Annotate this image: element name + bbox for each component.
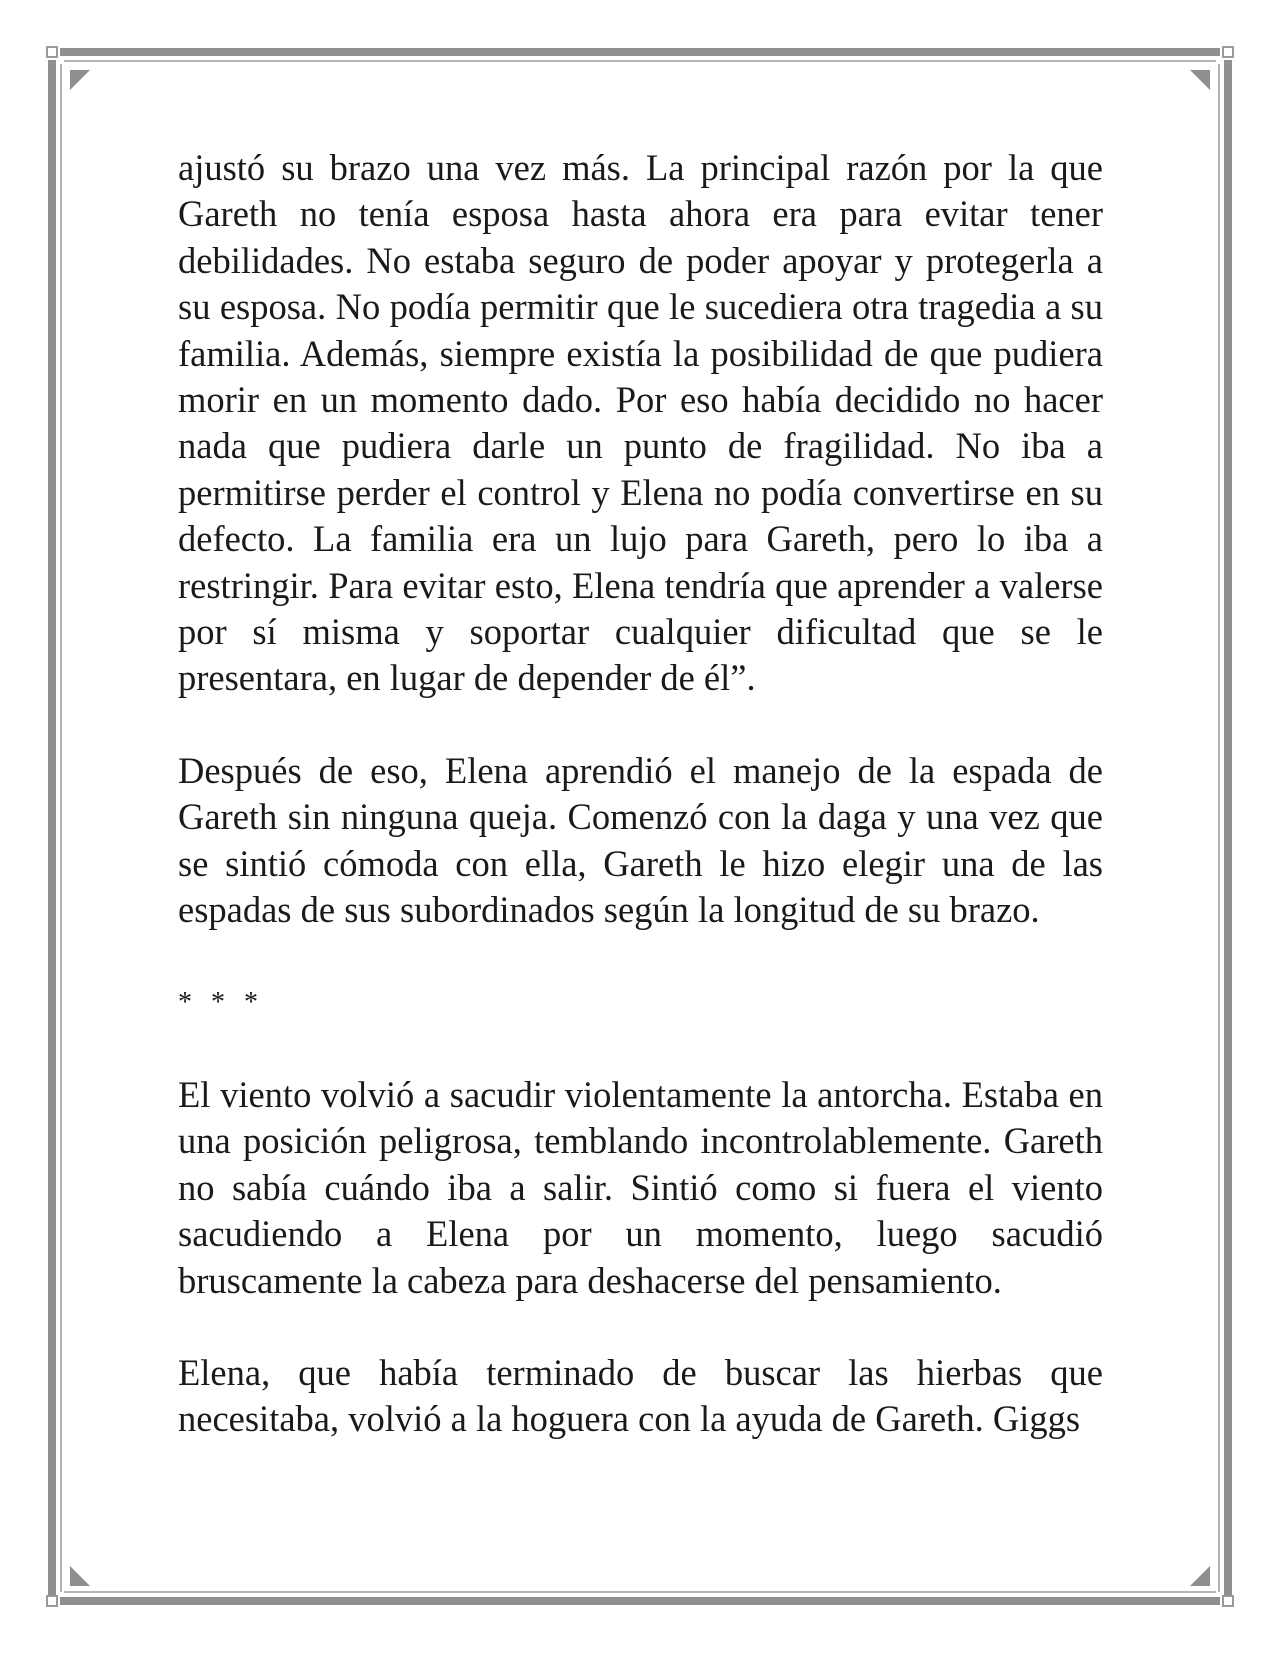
frame-right-bar	[1224, 60, 1232, 1596]
frame-triangle-top-left	[70, 70, 90, 90]
frame-top-line	[64, 60, 1216, 62]
frame-triangle-top-right	[1190, 70, 1210, 90]
frame-left-line	[60, 64, 62, 1592]
frame-bottom-bar	[60, 1597, 1220, 1605]
frame-triangle-bottom-left	[70, 1566, 90, 1586]
paragraph-3: El viento volvió a sacudir violentamente la antorcha. Estaba en una posición peligrosa, temblando incontrolablemente. Gareth no sabía cuándo iba a salir. Sintió como si fuera el viento sacudiendo a Elena por un momento, luego sacudió bruscamente la cabeza para deshacerse del pensamiento.	[178, 1073, 1103, 1301]
paragraph-1: ajustó su brazo una vez más. La principal razón por la que Gareth no tenía esposa hasta ahora era para evitar tener debilidades. No estaba seguro de poder apoyar y protegerla a su esposa. No podía permitir que le sucediera otra tragedia a su familia. Además, siempre existía la posibilidad de que pudiera morir en un momento dado. Por eso había decidido no hacer nada que pudiera darle un punto de fragilidad. No iba a permitirse perder el control y Elena no podía convertirse en su defecto. La familia era un lujo para Gareth, pero lo iba a restringir. Para evitar esto, Elena tendría que aprender a valerse por sí misma y soportar cualquier dificultad que se le presentara, en lugar de depender de él”.	[178, 147, 1103, 699]
scene-break: * * *	[178, 986, 264, 1018]
frame-triangle-bottom-right	[1190, 1566, 1210, 1586]
frame-left-bar	[48, 60, 56, 1596]
frame-top-bar	[60, 48, 1220, 56]
frame-corner-top-right	[1222, 46, 1234, 58]
page-body	[178, 145, 1103, 1443]
paragraph-2: Después de eso, Elena aprendió el manejo de la espada de Gareth sin ninguna queja. Comenzó con la daga y una vez que se sintió cómoda con ella, Gareth le hizo elegir una de las espadas de sus subordinados según la longitud de su brazo.	[178, 749, 1103, 931]
frame-corner-bottom-right	[1222, 1595, 1234, 1607]
frame-right-line	[1218, 64, 1220, 1592]
frame-corner-top-left	[46, 46, 58, 58]
paragraph-4: Elena, que había terminado de buscar las hierbas que necesitaba, volvió a la hoguera con la ayuda de Gareth. Giggs	[178, 1351, 1103, 1440]
frame-bottom-line	[64, 1591, 1216, 1593]
frame-corner-bottom-left	[46, 1595, 58, 1607]
